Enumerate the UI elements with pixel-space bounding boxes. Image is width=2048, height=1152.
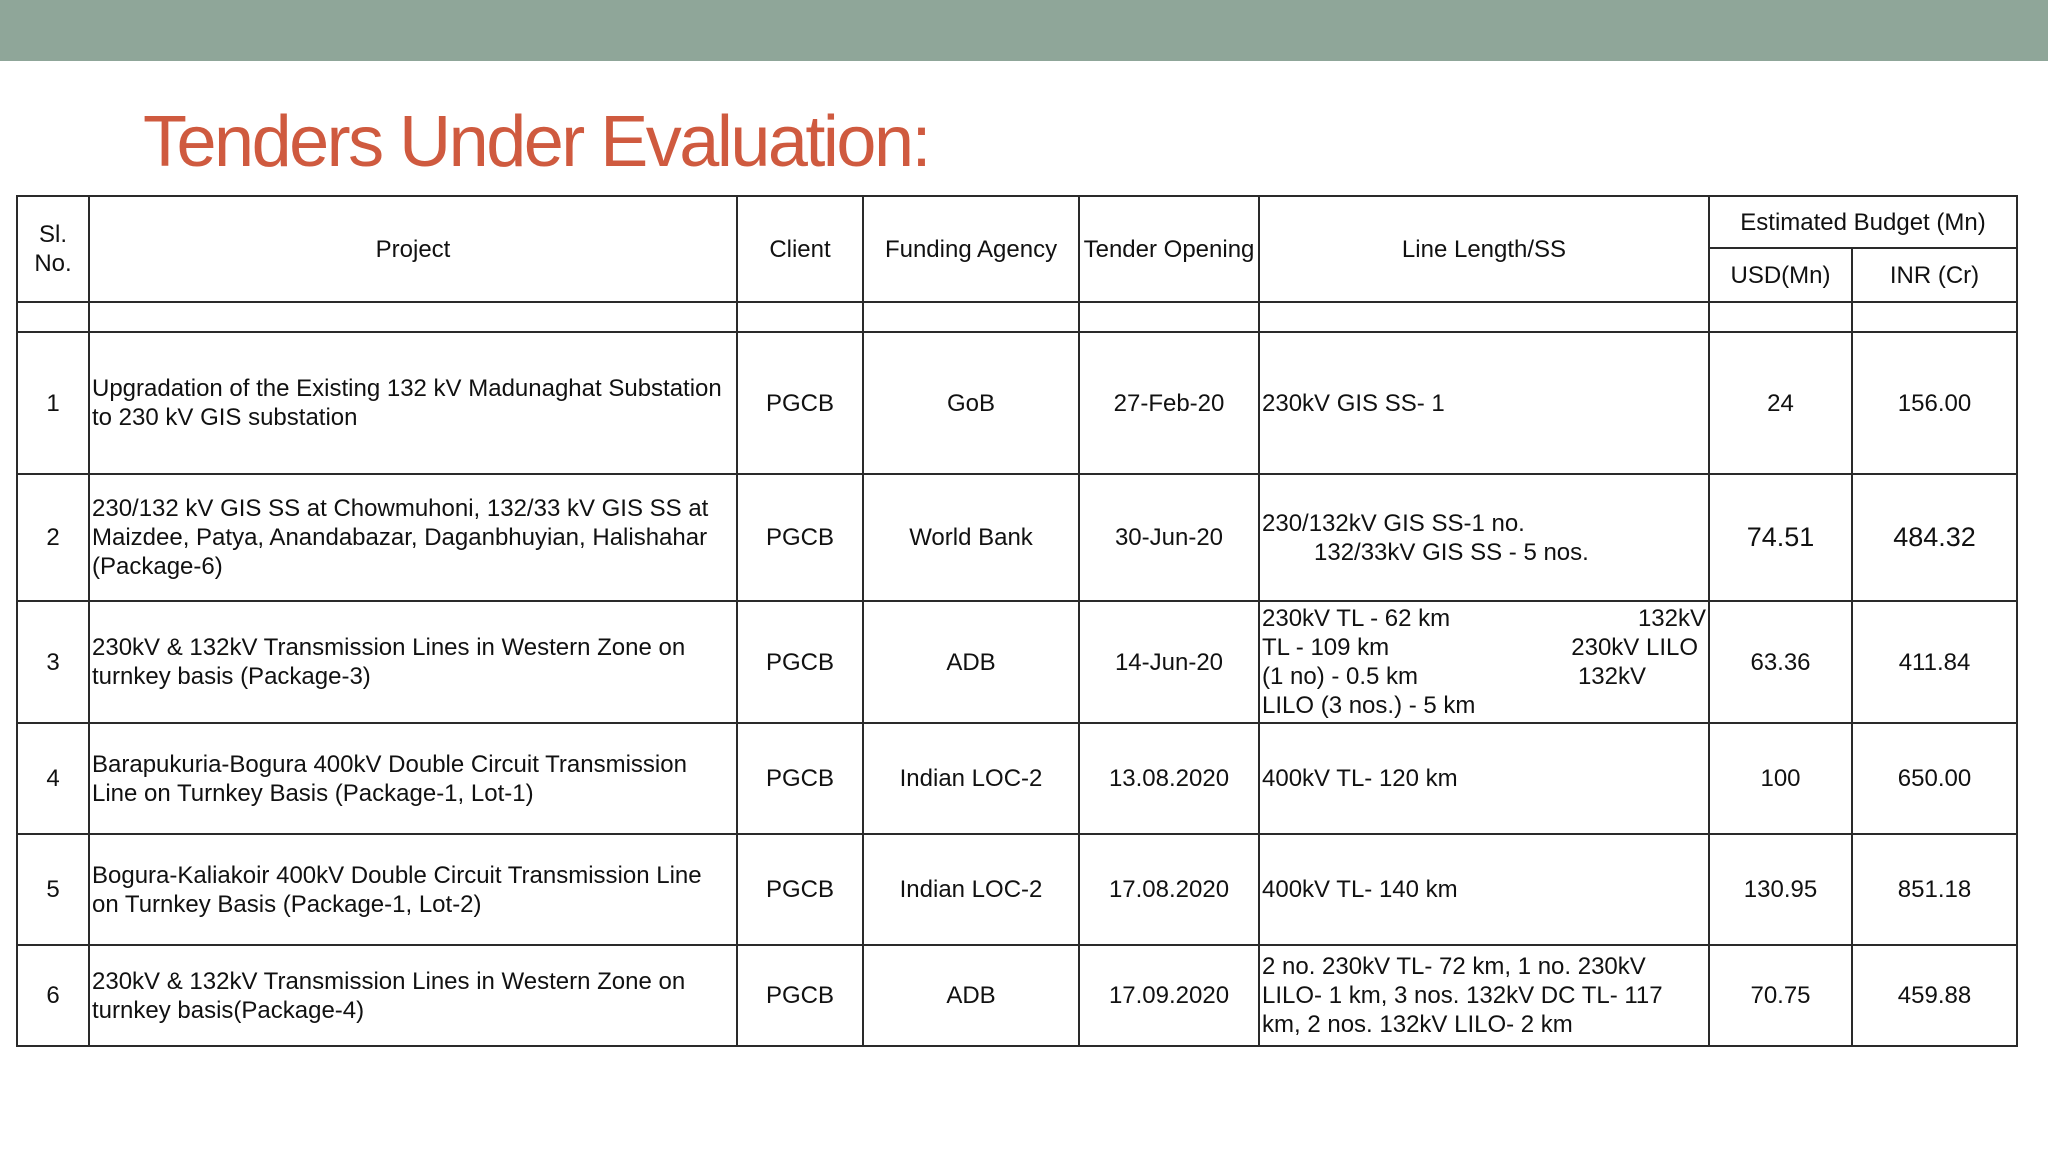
cell-line-length [1259, 474, 1709, 601]
line-length-text: 230kV TL - 62 km [1262, 605, 1451, 632]
header-tender-opening: Tender Opening [1079, 196, 1259, 302]
table-row [17, 601, 2017, 723]
cell-sl: 4 [17, 723, 89, 834]
top-color-band [0, 0, 2048, 61]
cell-funding: ADB [863, 945, 1079, 1046]
line-length-text: 132kV [1637, 605, 1706, 632]
cell-inr: 156.00 [1852, 332, 2017, 474]
header-project: Project [89, 196, 737, 302]
cell-opening: 13.08.2020 [1079, 723, 1259, 834]
cell-inr: 459.88 [1852, 945, 2017, 1046]
slide-title: Tenders Under Evaluation: [143, 102, 929, 182]
cell-usd: 24 [1709, 332, 1852, 474]
cell-usd: 74.51 [1709, 474, 1852, 601]
cell-line-length: 230kV GIS SS- 1 [1259, 332, 1709, 474]
cell-sl: 5 [17, 834, 89, 945]
cell-line-length: 2 no. 230kV TL- 72 km, 1 no. 230kV LILO- 1 km, 3 nos. 132kV DC TL- 117 km, 2 nos. 132kV LILO- 2 km [1259, 945, 1709, 1046]
line-length-text: TL - 109 km [1262, 634, 1390, 661]
line-length-row [1262, 662, 1706, 691]
line-length-text: LILO (3 nos.) - 5 km [1262, 692, 1476, 719]
table-row [17, 945, 2017, 1046]
cell-project: Bogura-Kaliakoir 400kV Double Circuit Transmission Line on Turnkey Basis (Package-1, Lot-2) [89, 834, 737, 945]
cell-inr: 851.18 [1852, 834, 2017, 945]
line-length-row [1262, 604, 1706, 633]
cell-project: 230kV & 132kV Transmission Lines in Western Zone on turnkey basis (Package-3) [89, 601, 737, 723]
spacer-row [17, 302, 2017, 332]
cell-sl: 6 [17, 945, 89, 1046]
line-length-text: 230kV LILO [1571, 634, 1698, 661]
table-row [17, 834, 2017, 945]
line-length-line-2: 132/33kV GIS SS - 5 nos. [1314, 538, 1589, 566]
cell-line-length: 400kV TL- 140 km [1259, 834, 1709, 945]
cell-opening: 30-Jun-20 [1079, 474, 1259, 601]
cell-line-length [1259, 601, 1709, 723]
cell-funding: Indian LOC-2 [863, 834, 1079, 945]
header-inr: INR (Cr) [1852, 248, 2017, 302]
header-line-length: Line Length/SS [1259, 196, 1709, 302]
cell-inr: 484.32 [1852, 474, 2017, 601]
cell-inr: 650.00 [1852, 723, 2017, 834]
cell-inr: 411.84 [1852, 601, 2017, 723]
cell-usd: 70.75 [1709, 945, 1852, 1046]
header-client: Client [737, 196, 863, 302]
cell-opening: 17.09.2020 [1079, 945, 1259, 1046]
table-row [17, 474, 2017, 601]
cell-sl: 2 [17, 474, 89, 601]
header-estimated-budget: Estimated Budget (Mn) [1709, 196, 2017, 248]
cell-funding: World Bank [863, 474, 1079, 601]
cell-client: PGCB [737, 834, 863, 945]
cell-sl: 3 [17, 601, 89, 723]
cell-client: PGCB [737, 723, 863, 834]
line-length-text: (1 no) - 0.5 km [1262, 663, 1419, 690]
cell-project: 230/132 kV GIS SS at Chowmuhoni, 132/33 kV GIS SS at Maizdee, Patya, Anandabazar, Daganbhuyian, Halishahar (Package-6) [89, 474, 737, 601]
cell-opening: 17.08.2020 [1079, 834, 1259, 945]
cell-opening: 14-Jun-20 [1079, 601, 1259, 723]
table-row [17, 723, 2017, 834]
cell-client: PGCB [737, 474, 863, 601]
cell-funding: ADB [863, 601, 1079, 723]
tenders-table [16, 195, 2018, 1047]
cell-client: PGCB [737, 945, 863, 1046]
cell-project: Barapukuria-Bogura 400kV Double Circuit Transmission Line on Turnkey Basis (Package-1, Lot-1) [89, 723, 737, 834]
header-funding-agency: Funding Agency [863, 196, 1079, 302]
header-sl-no: Sl. No. [17, 196, 89, 302]
cell-opening: 27-Feb-20 [1079, 332, 1259, 474]
cell-sl: 1 [17, 332, 89, 474]
cell-project: Upgradation of the Existing 132 kV Madunaghat Substation to 230 kV GIS substation [89, 332, 737, 474]
header-row [17, 196, 2017, 248]
line-length-line-1: 230/132kV GIS SS-1 no. [1262, 509, 1525, 537]
cell-client: PGCB [737, 332, 863, 474]
line-length-row [1262, 633, 1706, 662]
line-length-text: 132kV [1577, 663, 1646, 690]
cell-usd: 63.36 [1709, 601, 1852, 723]
table-row [17, 332, 2017, 474]
header-usd: USD(Mn) [1709, 248, 1852, 302]
cell-funding: GoB [863, 332, 1079, 474]
cell-funding: Indian LOC-2 [863, 723, 1079, 834]
cell-client: PGCB [737, 601, 863, 723]
cell-usd: 100 [1709, 723, 1852, 834]
cell-line-length: 400kV TL- 120 km [1259, 723, 1709, 834]
cell-usd: 130.95 [1709, 834, 1852, 945]
cell-project: 230kV & 132kV Transmission Lines in Western Zone on turnkey basis(Package-4) [89, 945, 737, 1046]
